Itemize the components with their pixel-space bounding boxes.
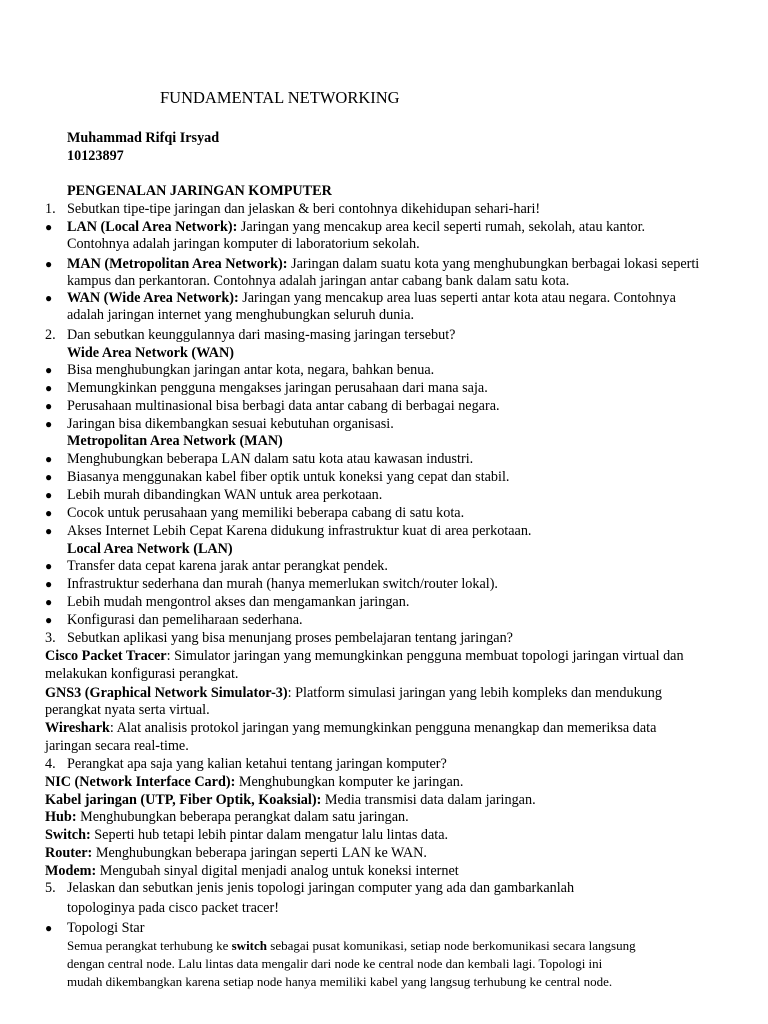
list-item: ● Lebih mudah mengontrol akses dan mengamankan jaringan.	[45, 594, 410, 610]
list-item: ● MAN (Metropolitan Area Network): Jaringan dalam suatu kota yang menghubungkan berbagai lokasi seperti	[45, 256, 700, 272]
device-item: Switch: Seperti hub tetapi lebih pintar dalam mengatur lalu lintas data.	[45, 827, 449, 843]
list-item: ● Jaringan bisa dikembangkan sesuai kebutuhan organisasi.	[45, 416, 394, 432]
list-item-continuation: adalah jaringan internet yang menghubungkan seluruh dunia.	[67, 307, 415, 323]
list-item: ● Lebih murah dibandingkan WAN untuk area perkotaan.	[45, 487, 383, 503]
list-item: ● Konfigurasi dan pemeliharaan sederhana.	[45, 612, 303, 628]
app-continuation: melakukan konfigurasi perangkat.	[45, 666, 239, 682]
star-description-line: Semua perangkat terhubung ke switch sebagai pusat komunikasi, setiap node berkomunikasi secara langsung	[67, 938, 636, 953]
list-item: ● Akses Internet Lebih Cepat Karena didukung infrastruktur kuat di area perkotaan.	[45, 523, 532, 539]
list-item: ● Menghubungkan beberapa LAN dalam satu kota atau kawasan industri.	[45, 451, 474, 467]
list-item: ● LAN (Local Area Network): Jaringan yang mencakup area kecil seperti rumah, sekolah, atau kantor.	[45, 219, 646, 235]
app-wireshark: Wireshark: Alat analisis protokol jaringan yang memungkinkan pengguna menangkap dan memeriksa data	[45, 720, 657, 736]
wan-heading: Wide Area Network (WAN)	[67, 345, 234, 361]
lan-heading: Local Area Network (LAN)	[67, 541, 233, 557]
question-2: 2. Dan sebutkan keunggulannya dari masing-masing jaringan tersebut?	[45, 327, 456, 343]
list-item: ● WAN (Wide Area Network): Jaringan yang mencakup area luas seperti antar kota atau negara. Contohnya	[45, 290, 676, 306]
star-description-line: dengan central node. Lalu lintas data mengalir dari node ke central node dan kembali lagi. Topologi ini	[67, 956, 603, 971]
app-continuation: jaringan secara real-time.	[45, 738, 189, 754]
device-item: Kabel jaringan (UTP, Fiber Optik, Koaksial): Media transmisi data dalam jaringan.	[45, 792, 536, 808]
question-5: 5. Jelaskan dan sebutkan jenis jenis topologi jaringan computer yang ada dan gambarkanlah	[45, 880, 575, 896]
list-item: ● Biasanya menggunakan kabel fiber optik untuk koneksi yang cepat dan stabil.	[45, 469, 510, 485]
list-item: ● Cocok untuk perusahaan yang memiliki beberapa cabang di satu kota.	[45, 505, 465, 521]
author-name: Muhammad Rifqi Irsyad	[67, 130, 220, 146]
list-item: ● Topologi Star	[45, 920, 145, 936]
section-title: PENGENALAN JARINGAN KOMPUTER	[67, 183, 332, 199]
document-title: FUNDAMENTAL NETWORKING	[160, 88, 400, 107]
list-item: ● Memungkinkan pengguna mengakses jaringan perusahaan dari mana saja.	[45, 380, 488, 396]
question-3: 3. Sebutkan aplikasi yang bisa menunjang proses pembelajaran tentang jaringan?	[45, 630, 513, 646]
device-item: NIC (Network Interface Card): Menghubungkan komputer ke jaringan.	[45, 774, 464, 790]
device-item: Router: Menghubungkan beberapa jaringan seperti LAN ke WAN.	[45, 845, 427, 861]
list-item: ● Perusahaan multinasional bisa berbagi data antar cabang di berbagai negara.	[45, 398, 500, 414]
question-1: 1. Sebutkan tipe-tipe jaringan dan jelaskan & beri contohnya dikehidupan sehari-hari!	[45, 201, 541, 217]
man-heading: Metropolitan Area Network (MAN)	[67, 433, 283, 449]
app-cisco-packet-tracer: Cisco Packet Tracer: Simulator jaringan yang memungkinkan pengguna membuat topologi jaringan virtual dan	[45, 648, 684, 664]
app-gns3: GNS3 (Graphical Network Simulator-3): Platform simulasi jaringan yang lebih kompleks dan mendukung	[45, 685, 662, 701]
author-id: 10123897	[67, 148, 124, 164]
list-item-continuation: Contohnya adalah jaringan komputer di laboratorium sekolah.	[67, 236, 420, 252]
list-item-continuation: kampus dan perkantoran. Contohnya adalah jaringan antar cabang bank dalam satu kota.	[67, 273, 570, 289]
app-continuation: perangkat nyata serta virtual.	[45, 702, 210, 718]
device-item: Modem: Mengubah sinyal digital menjadi analog untuk koneksi internet	[45, 863, 459, 879]
list-item: ● Infrastruktur sederhana dan murah (hanya memerlukan switch/router lokal).	[45, 576, 498, 592]
question-4: 4. Perangkat apa saja yang kalian ketahui tentang jaringan komputer?	[45, 756, 447, 772]
list-item: ● Bisa menghubungkan jaringan antar kota, negara, bahkan benua.	[45, 362, 435, 378]
question-5-continuation: topologinya pada cisco packet tracer!	[67, 900, 279, 916]
star-description-line: mudah dikembangkan karena setiap node hanya memiliki kabel yang langsug terhubung ke central node.	[67, 974, 613, 989]
list-item: ● Transfer data cepat karena jarak antar perangkat pendek.	[45, 558, 388, 574]
device-item: Hub: Menghubungkan beberapa perangkat dalam satu jaringan.	[45, 809, 409, 825]
